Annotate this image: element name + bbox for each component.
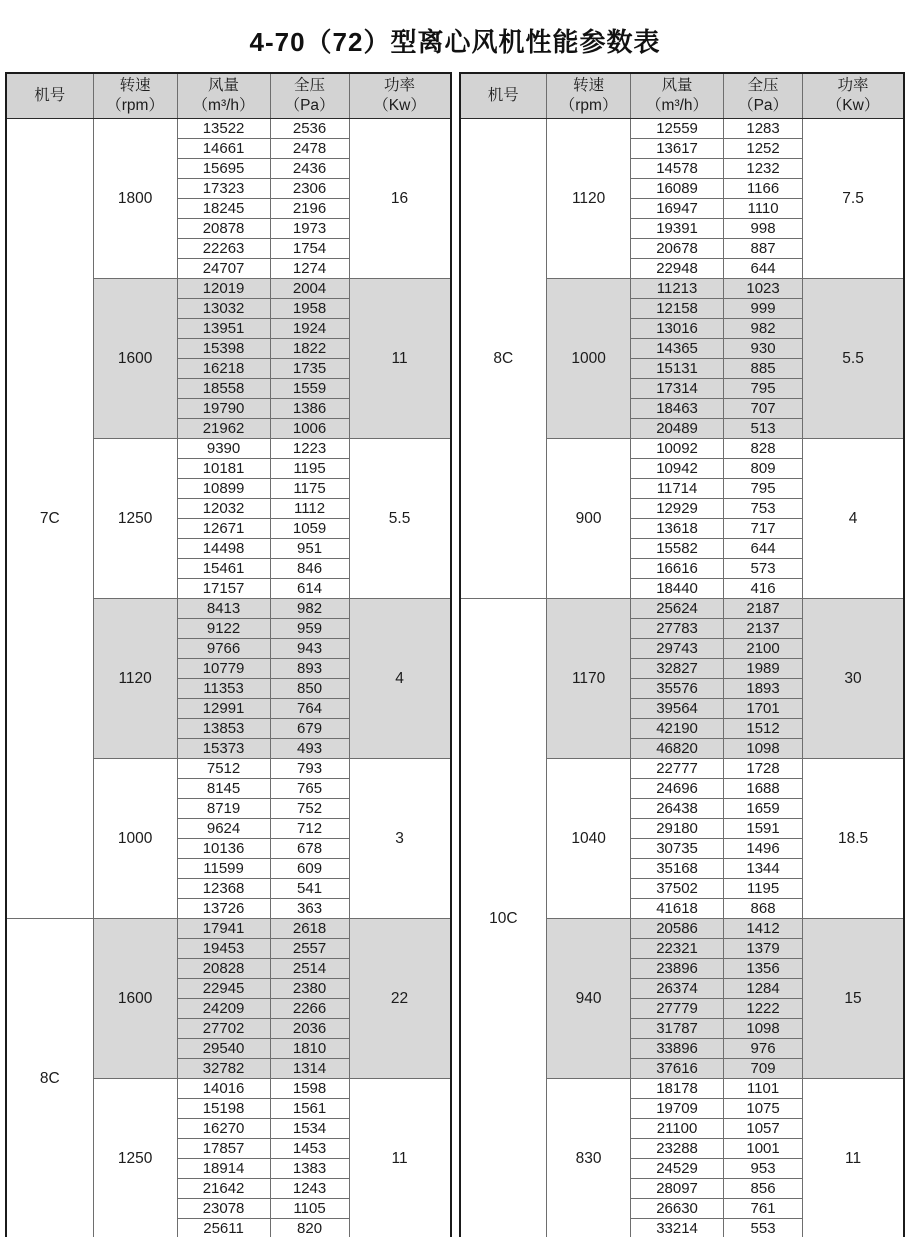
pressure-value: 1598	[270, 1079, 349, 1099]
airflow-value: 18558	[177, 379, 270, 399]
pressure-value: 795	[724, 479, 803, 499]
fan-performance-table-left	[5, 72, 452, 1237]
airflow-value: 14661	[177, 139, 270, 159]
pressure-value: 2266	[270, 999, 349, 1019]
airflow-value: 18245	[177, 199, 270, 219]
pressure-value: 1383	[270, 1159, 349, 1179]
pressure-value: 1175	[270, 479, 349, 499]
pressure-value: 2557	[270, 939, 349, 959]
airflow-value: 29743	[631, 639, 724, 659]
pressure-value: 1101	[724, 1079, 803, 1099]
pressure-value: 1893	[724, 679, 803, 699]
airflow-value: 21962	[177, 419, 270, 439]
airflow-value: 15461	[177, 559, 270, 579]
power-cell: 11	[803, 1079, 904, 1237]
pressure-value: 1252	[724, 139, 803, 159]
airflow-value: 12032	[177, 499, 270, 519]
pressure-value: 712	[270, 819, 349, 839]
pressure-value: 793	[270, 759, 349, 779]
airflow-value: 32827	[631, 659, 724, 679]
pressure-value: 868	[724, 899, 803, 919]
power-cell: 11	[349, 279, 450, 439]
airflow-value: 46820	[631, 739, 724, 759]
col-header-rpm: 转速 （rpm）	[547, 73, 631, 119]
airflow-value: 22321	[631, 939, 724, 959]
airflow-value: 18178	[631, 1079, 724, 1099]
pressure-value: 820	[270, 1219, 349, 1237]
airflow-value: 17323	[177, 179, 270, 199]
airflow-value: 8145	[177, 779, 270, 799]
power-cell: 22	[349, 919, 450, 1079]
pressure-value: 1989	[724, 659, 803, 679]
airflow-value: 18914	[177, 1159, 270, 1179]
table-row	[460, 119, 905, 139]
pressure-value: 1496	[724, 839, 803, 859]
header-row	[460, 73, 905, 119]
airflow-value: 12929	[631, 499, 724, 519]
rpm-cell: 1120	[547, 119, 631, 279]
airflow-value: 42190	[631, 719, 724, 739]
pressure-value: 1098	[724, 739, 803, 759]
airflow-value: 14016	[177, 1079, 270, 1099]
pressure-value: 1098	[724, 1019, 803, 1039]
col-header-power: 功率 （Kw）	[803, 73, 904, 119]
pressure-value: 573	[724, 559, 803, 579]
pressure-value: 999	[724, 299, 803, 319]
col-header-airflow: 风量 （m³/h）	[631, 73, 724, 119]
airflow-value: 13617	[631, 139, 724, 159]
airflow-value: 31787	[631, 1019, 724, 1039]
pressure-value: 1223	[270, 439, 349, 459]
pressure-value: 1195	[270, 459, 349, 479]
airflow-value: 12368	[177, 879, 270, 899]
airflow-value: 17857	[177, 1139, 270, 1159]
pressure-value: 541	[270, 879, 349, 899]
airflow-value: 30735	[631, 839, 724, 859]
pressure-value: 1958	[270, 299, 349, 319]
power-cell: 5.5	[803, 279, 904, 439]
page-title: 4-70（72）型离心风机性能参数表	[249, 27, 661, 57]
rpm-cell: 830	[547, 1079, 631, 1237]
pressure-value: 1973	[270, 219, 349, 239]
pressure-value: 2196	[270, 199, 349, 219]
airflow-value: 27702	[177, 1019, 270, 1039]
airflow-value: 14578	[631, 159, 724, 179]
pressure-value: 609	[270, 859, 349, 879]
col-header-rpm: 转速 （rpm）	[93, 73, 177, 119]
airflow-value: 17314	[631, 379, 724, 399]
airflow-value: 26374	[631, 979, 724, 999]
airflow-value: 20828	[177, 959, 270, 979]
pressure-value: 1559	[270, 379, 349, 399]
airflow-value: 13522	[177, 119, 270, 139]
pressure-value: 2380	[270, 979, 349, 999]
airflow-value: 21100	[631, 1119, 724, 1139]
airflow-value: 28097	[631, 1179, 724, 1199]
pressure-value: 2436	[270, 159, 349, 179]
pressure-value: 1412	[724, 919, 803, 939]
airflow-value: 10181	[177, 459, 270, 479]
airflow-value: 17941	[177, 919, 270, 939]
pressure-value: 416	[724, 579, 803, 599]
airflow-value: 9624	[177, 819, 270, 839]
pressure-value: 1166	[724, 179, 803, 199]
airflow-value: 19790	[177, 399, 270, 419]
col-header-model: 机号	[6, 73, 93, 119]
airflow-value: 41618	[631, 899, 724, 919]
pressure-value: 887	[724, 239, 803, 259]
fan-performance-table-right	[459, 72, 906, 1237]
model-cell: 8C	[460, 119, 547, 599]
airflow-value: 23896	[631, 959, 724, 979]
rpm-cell: 1600	[93, 919, 177, 1079]
airflow-value: 32782	[177, 1059, 270, 1079]
power-cell: 4	[349, 599, 450, 759]
airflow-value: 25611	[177, 1219, 270, 1237]
pressure-value: 1075	[724, 1099, 803, 1119]
airflow-value: 8413	[177, 599, 270, 619]
pressure-value: 1195	[724, 879, 803, 899]
airflow-value: 11714	[631, 479, 724, 499]
airflow-value: 10942	[631, 459, 724, 479]
airflow-value: 8719	[177, 799, 270, 819]
pressure-value: 1344	[724, 859, 803, 879]
airflow-value: 26438	[631, 799, 724, 819]
pressure-value: 1243	[270, 1179, 349, 1199]
pressure-value: 2137	[724, 619, 803, 639]
pressure-value: 998	[724, 219, 803, 239]
rpm-cell: 1040	[547, 759, 631, 919]
airflow-value: 12671	[177, 519, 270, 539]
airflow-value: 7512	[177, 759, 270, 779]
airflow-value: 26630	[631, 1199, 724, 1219]
pressure-value: 1534	[270, 1119, 349, 1139]
airflow-value: 16089	[631, 179, 724, 199]
power-cell: 16	[349, 119, 450, 279]
airflow-value: 20586	[631, 919, 724, 939]
pressure-value: 1591	[724, 819, 803, 839]
pressure-value: 1659	[724, 799, 803, 819]
pressure-value: 959	[270, 619, 349, 639]
airflow-value: 20878	[177, 219, 270, 239]
pressure-value: 679	[270, 719, 349, 739]
airflow-value: 24696	[631, 779, 724, 799]
airflow-value: 13032	[177, 299, 270, 319]
airflow-value: 27779	[631, 999, 724, 1019]
airflow-value: 16270	[177, 1119, 270, 1139]
pressure-value: 553	[724, 1219, 803, 1237]
airflow-value: 27783	[631, 619, 724, 639]
table-row	[6, 919, 451, 939]
power-cell: 3	[349, 759, 450, 919]
rpm-cell: 1250	[93, 439, 177, 599]
power-cell: 5.5	[349, 439, 450, 599]
airflow-value: 22263	[177, 239, 270, 259]
pressure-value: 1728	[724, 759, 803, 779]
airflow-value: 13951	[177, 319, 270, 339]
col-header-model: 机号	[460, 73, 547, 119]
pressure-value: 2036	[270, 1019, 349, 1039]
rpm-cell: 900	[547, 439, 631, 599]
pressure-value: 1386	[270, 399, 349, 419]
pressure-value: 1735	[270, 359, 349, 379]
power-cell: 4	[803, 439, 904, 599]
airflow-value: 39564	[631, 699, 724, 719]
pressure-value: 2187	[724, 599, 803, 619]
col-header-pressure: 全压 （Pa）	[724, 73, 803, 119]
pressure-value: 513	[724, 419, 803, 439]
pressure-value: 809	[724, 459, 803, 479]
rpm-cell: 1120	[93, 599, 177, 759]
pressure-value: 678	[270, 839, 349, 859]
header-row	[6, 73, 451, 119]
pressure-value: 885	[724, 359, 803, 379]
pressure-value: 1112	[270, 499, 349, 519]
pressure-value: 644	[724, 259, 803, 279]
model-cell: 7C	[6, 119, 93, 919]
airflow-value: 15131	[631, 359, 724, 379]
model-cell: 8C	[6, 919, 93, 1237]
airflow-value: 15198	[177, 1099, 270, 1119]
pressure-value: 1512	[724, 719, 803, 739]
airflow-value: 18463	[631, 399, 724, 419]
pressure-value: 1379	[724, 939, 803, 959]
pressure-value: 2536	[270, 119, 349, 139]
rpm-cell: 940	[547, 919, 631, 1079]
pressure-value: 1356	[724, 959, 803, 979]
pressure-value: 943	[270, 639, 349, 659]
airflow-value: 25624	[631, 599, 724, 619]
airflow-value: 13016	[631, 319, 724, 339]
power-cell: 11	[349, 1079, 450, 1237]
airflow-value: 10136	[177, 839, 270, 859]
power-cell: 7.5	[803, 119, 904, 279]
pressure-value: 982	[270, 599, 349, 619]
table-row	[460, 599, 905, 619]
pressure-value: 752	[270, 799, 349, 819]
airflow-value: 13618	[631, 519, 724, 539]
pressure-value: 493	[270, 739, 349, 759]
rpm-cell: 1800	[93, 119, 177, 279]
airflow-value: 12559	[631, 119, 724, 139]
model-cell: 10C	[460, 599, 547, 1237]
pressure-value: 753	[724, 499, 803, 519]
pressure-value: 765	[270, 779, 349, 799]
pressure-value: 1284	[724, 979, 803, 999]
table-row	[6, 119, 451, 139]
pressure-value: 828	[724, 439, 803, 459]
airflow-value: 20489	[631, 419, 724, 439]
airflow-value: 37616	[631, 1059, 724, 1079]
airflow-value: 9122	[177, 619, 270, 639]
rpm-cell: 1000	[93, 759, 177, 919]
pressure-value: 982	[724, 319, 803, 339]
pressure-value: 893	[270, 659, 349, 679]
airflow-value: 22948	[631, 259, 724, 279]
airflow-value: 22777	[631, 759, 724, 779]
pressure-value: 1701	[724, 699, 803, 719]
pressure-value: 951	[270, 539, 349, 559]
pressure-value: 850	[270, 679, 349, 699]
airflow-value: 11213	[631, 279, 724, 299]
airflow-value: 21642	[177, 1179, 270, 1199]
pressure-value: 2478	[270, 139, 349, 159]
col-header-airflow: 风量 （m³/h）	[177, 73, 270, 119]
pressure-value: 1453	[270, 1139, 349, 1159]
power-cell: 30	[803, 599, 904, 759]
pressure-value: 1754	[270, 239, 349, 259]
pressure-value: 764	[270, 699, 349, 719]
col-header-power: 功率 （Kw）	[349, 73, 450, 119]
pressure-value: 2618	[270, 919, 349, 939]
pressure-value: 856	[724, 1179, 803, 1199]
pressure-value: 1059	[270, 519, 349, 539]
airflow-value: 15398	[177, 339, 270, 359]
pressure-value: 1023	[724, 279, 803, 299]
pressure-value: 1232	[724, 159, 803, 179]
pressure-value: 1688	[724, 779, 803, 799]
airflow-value: 13853	[177, 719, 270, 739]
airflow-value: 14365	[631, 339, 724, 359]
rpm-cell: 1250	[93, 1079, 177, 1237]
rpm-cell: 1600	[93, 279, 177, 439]
airflow-value: 20678	[631, 239, 724, 259]
airflow-value: 10899	[177, 479, 270, 499]
airflow-value: 24529	[631, 1159, 724, 1179]
pressure-value: 761	[724, 1199, 803, 1219]
rpm-cell: 1170	[547, 599, 631, 759]
airflow-value: 9390	[177, 439, 270, 459]
rpm-cell: 1000	[547, 279, 631, 439]
pressure-value: 717	[724, 519, 803, 539]
pressure-value: 2306	[270, 179, 349, 199]
airflow-value: 22945	[177, 979, 270, 999]
pressure-value: 1561	[270, 1099, 349, 1119]
airflow-value: 23078	[177, 1199, 270, 1219]
pressure-value: 1924	[270, 319, 349, 339]
pressure-value: 1274	[270, 259, 349, 279]
airflow-value: 23288	[631, 1139, 724, 1159]
airflow-value: 15695	[177, 159, 270, 179]
airflow-value: 35576	[631, 679, 724, 699]
pressure-value: 1105	[270, 1199, 349, 1219]
airflow-value: 29180	[631, 819, 724, 839]
airflow-value: 17157	[177, 579, 270, 599]
tables-container	[0, 59, 910, 1237]
pressure-value: 953	[724, 1159, 803, 1179]
pressure-value: 2514	[270, 959, 349, 979]
pressure-value: 709	[724, 1059, 803, 1079]
pressure-value: 614	[270, 579, 349, 599]
pressure-value: 976	[724, 1039, 803, 1059]
pressure-value: 1314	[270, 1059, 349, 1079]
pressure-value: 1006	[270, 419, 349, 439]
pressure-value: 1822	[270, 339, 349, 359]
pressure-value: 2004	[270, 279, 349, 299]
airflow-value: 33214	[631, 1219, 724, 1237]
pressure-value: 644	[724, 539, 803, 559]
airflow-value: 11599	[177, 859, 270, 879]
airflow-value: 16947	[631, 199, 724, 219]
airflow-value: 15582	[631, 539, 724, 559]
airflow-value: 24707	[177, 259, 270, 279]
airflow-value: 12991	[177, 699, 270, 719]
airflow-value: 15373	[177, 739, 270, 759]
airflow-value: 16218	[177, 359, 270, 379]
airflow-value: 18440	[631, 579, 724, 599]
power-cell: 18.5	[803, 759, 904, 919]
power-cell: 15	[803, 919, 904, 1079]
pressure-value: 1283	[724, 119, 803, 139]
airflow-value: 10779	[177, 659, 270, 679]
airflow-value: 9766	[177, 639, 270, 659]
pressure-value: 1222	[724, 999, 803, 1019]
airflow-value: 11353	[177, 679, 270, 699]
pressure-value: 846	[270, 559, 349, 579]
airflow-value: 33896	[631, 1039, 724, 1059]
pressure-value: 1110	[724, 199, 803, 219]
pressure-value: 1001	[724, 1139, 803, 1159]
airflow-value: 10092	[631, 439, 724, 459]
airflow-value: 37502	[631, 879, 724, 899]
pressure-value: 363	[270, 899, 349, 919]
airflow-value: 19453	[177, 939, 270, 959]
airflow-value: 12019	[177, 279, 270, 299]
pressure-value: 930	[724, 339, 803, 359]
pressure-value: 795	[724, 379, 803, 399]
airflow-value: 19709	[631, 1099, 724, 1119]
pressure-value: 1057	[724, 1119, 803, 1139]
airflow-value: 14498	[177, 539, 270, 559]
airflow-value: 35168	[631, 859, 724, 879]
airflow-value: 12158	[631, 299, 724, 319]
col-header-pressure: 全压 （Pa）	[270, 73, 349, 119]
airflow-value: 13726	[177, 899, 270, 919]
airflow-value: 16616	[631, 559, 724, 579]
airflow-value: 19391	[631, 219, 724, 239]
pressure-value: 1810	[270, 1039, 349, 1059]
airflow-value: 29540	[177, 1039, 270, 1059]
pressure-value: 2100	[724, 639, 803, 659]
airflow-value: 24209	[177, 999, 270, 1019]
pressure-value: 707	[724, 399, 803, 419]
